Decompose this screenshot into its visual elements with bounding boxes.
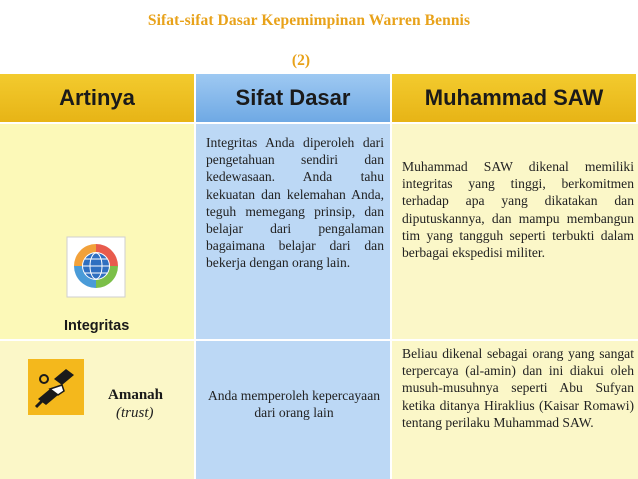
header-sifat-dasar: Sifat Dasar — [196, 74, 392, 122]
trait-name: Amanah — [108, 387, 164, 403]
comparison-table — [0, 74, 638, 479]
globe-hands-icon — [66, 236, 126, 298]
trait-name: Integritas — [64, 318, 130, 334]
table-row-integritas-sifat — [196, 122, 392, 339]
slide-title-suffix: (2) — [291, 52, 311, 69]
handshake-icon — [28, 359, 84, 415]
muhammad-text: Beliau dikenal sebagai orang yang sangat terpercaya (al-amin) dan ini diakui oleh musuh-musuhnya seperti Abu Sufyan ketika ditanya Hiraklius (Kaisar Romawi) tentang perilaku Muhammad SAW. — [402, 346, 634, 430]
table-row-integritas-muhammad — [392, 122, 638, 339]
trait-english: (trust) — [116, 405, 154, 421]
table-row-amanah-sifat — [196, 339, 392, 479]
muhammad-text: Muhammad SAW dikenal memiliki integritas yang tinggi, berkomitmen terhadap apa yang dikatakan dan diputuskannya, dan mampu membangun tim yang tangguh seperti terbukti dalam berbagai ekspedisi militer. — [402, 159, 634, 261]
sifat-dasar-text: Integritas Anda diperoleh dari pengetahuan sendiri dan kedewasaan. Anda tahu kekuatan dan kelemahan Anda, teguh memegang prinsip, dan belajar dari pengalaman bagaimana belajar dari dan bekerja dengan orang lain. — [206, 135, 384, 271]
header-muhammad-saw: Muhammad SAW — [392, 74, 638, 122]
table-row-integritas-label — [0, 122, 196, 339]
slide-title: Sifat-sifat Dasar Kepemimpinan Warren Bennis — [147, 12, 471, 29]
header-artinya: Artinya — [0, 74, 196, 122]
table-row-amanah-muhammad — [392, 339, 638, 479]
table-row-amanah-label — [0, 339, 196, 479]
sifat-dasar-text: Anda memperoleh kepercayaan dari orang lain — [207, 388, 381, 421]
